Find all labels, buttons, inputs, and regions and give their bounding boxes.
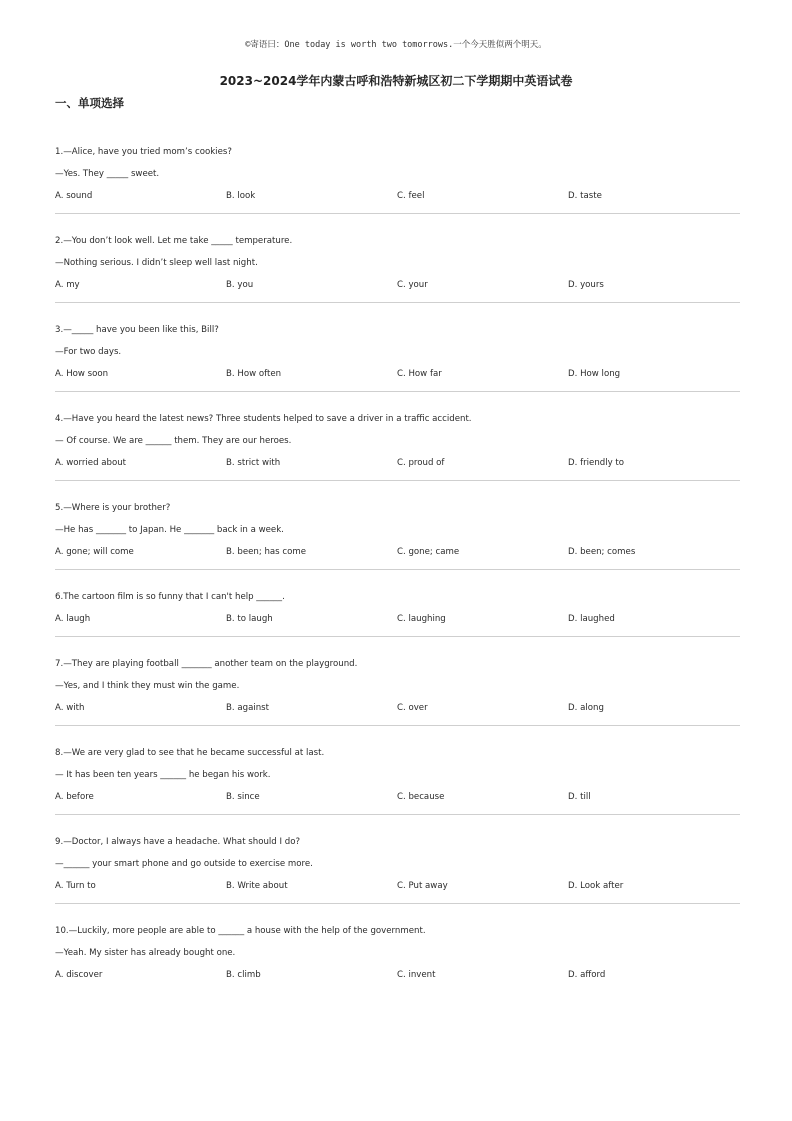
section-heading: 一、单项选择: [55, 96, 124, 110]
option-b[interactable]: B. How often: [226, 369, 282, 379]
question-5: [55, 502, 740, 570]
option-d[interactable]: D. taste: [568, 191, 602, 201]
option-row: [55, 368, 740, 381]
divider: [55, 391, 740, 392]
option-d[interactable]: D. been; comes: [568, 547, 636, 557]
question-1: [55, 146, 740, 214]
question-2: [55, 235, 740, 303]
option-row: [55, 880, 740, 893]
option-c[interactable]: C. Put away: [397, 881, 448, 891]
question-stem: 3.—_____ have you been like this, Bill?: [55, 325, 219, 335]
divider: [55, 480, 740, 481]
divider: [55, 302, 740, 303]
option-b[interactable]: B. Write about: [226, 881, 288, 891]
question-stem: 7.—They are playing football _______ another team on the playground.: [55, 659, 358, 669]
option-c[interactable]: C. over: [397, 703, 428, 713]
option-a[interactable]: A. How soon: [55, 369, 109, 379]
option-b[interactable]: B. since: [226, 792, 260, 802]
option-c[interactable]: C. your: [397, 280, 428, 290]
option-a[interactable]: A. discover: [55, 970, 103, 980]
option-a[interactable]: A. sound: [55, 191, 93, 201]
question-reply: —Yes, and I think they must win the game.: [55, 681, 240, 691]
option-c[interactable]: C. feel: [397, 191, 425, 201]
divider: [55, 213, 740, 214]
question-3: [55, 324, 740, 392]
option-a[interactable]: A. worried about: [55, 458, 127, 468]
question-8: [55, 747, 740, 815]
option-b[interactable]: B. climb: [226, 970, 261, 980]
option-d[interactable]: D. afford: [568, 970, 606, 980]
question-9: [55, 836, 740, 904]
question-6: [55, 591, 740, 637]
option-row: [55, 791, 740, 804]
option-c[interactable]: C. laughing: [397, 614, 446, 624]
option-c[interactable]: C. gone; came: [397, 547, 460, 557]
option-row: [55, 969, 740, 982]
option-b[interactable]: B. been; has come: [226, 547, 307, 557]
question-reply: —Nothing serious. I didn’t sleep well last night.: [55, 258, 258, 268]
option-a[interactable]: A. with: [55, 703, 85, 713]
option-b[interactable]: B. to laugh: [226, 614, 273, 624]
divider: [55, 725, 740, 726]
option-row: [55, 546, 740, 559]
exam-title: 2023~2024学年内蒙古呼和浩特新城区初二下学期期中英语试卷: [219, 74, 573, 88]
option-a[interactable]: A. laugh: [55, 614, 91, 624]
question-reply: —For two days.: [55, 347, 122, 357]
question-reply: — Of course. We are ______ them. They are our heroes.: [55, 436, 292, 446]
question-4: [55, 413, 740, 481]
option-row: [55, 702, 740, 715]
option-d[interactable]: D. laughed: [568, 614, 615, 624]
question-stem: 9.—Doctor, I always have a headache. What should I do?: [55, 837, 301, 847]
question-reply: —______ your smart phone and go outside to exercise more.: [55, 859, 313, 869]
question-reply: —Yes. They _____ sweet.: [55, 169, 160, 179]
option-a[interactable]: A. Turn to: [55, 881, 96, 891]
option-d[interactable]: D. along: [568, 703, 604, 713]
option-d[interactable]: D. Look after: [568, 881, 624, 891]
option-d[interactable]: D. How long: [568, 369, 621, 379]
divider: [55, 569, 740, 570]
divider: [55, 636, 740, 637]
option-a[interactable]: A. my: [55, 280, 80, 290]
option-d[interactable]: D. yours: [568, 280, 604, 290]
question-reply: —Yeah. My sister has already bought one.: [55, 948, 236, 958]
question-reply: —He has _______ to Japan. He _______ back in a week.: [55, 525, 284, 535]
option-c[interactable]: C. because: [397, 792, 445, 802]
question-reply: — It has been ten years ______ he began his work.: [55, 770, 271, 780]
question-list: [55, 146, 740, 982]
question-7: [55, 658, 740, 726]
option-c[interactable]: C. invent: [397, 970, 436, 980]
question-stem: 5.—Where is your brother?: [55, 503, 171, 513]
option-b[interactable]: B. you: [226, 280, 254, 290]
question-stem: 6.The cartoon film is so funny that I can't help ______.: [55, 592, 285, 602]
divider: [55, 814, 740, 815]
option-d[interactable]: D. friendly to: [568, 458, 625, 468]
divider: [55, 903, 740, 904]
question-stem: 2.—You don’t look well. Let me take _____ temperature.: [55, 236, 293, 246]
option-a[interactable]: A. before: [55, 792, 94, 802]
option-c[interactable]: C. How far: [397, 369, 442, 379]
option-row: [55, 457, 740, 470]
question-10: [55, 925, 740, 982]
option-a[interactable]: A. gone; will come: [55, 547, 134, 557]
option-c[interactable]: C. proud of: [397, 458, 445, 468]
question-stem: 1.—Alice, have you tried mom’s cookies?: [55, 147, 232, 157]
option-row: [55, 279, 740, 292]
question-stem: 10.—Luckily, more people are able to ______ a house with the help of the government.: [55, 926, 426, 936]
option-row: [55, 190, 740, 203]
question-stem: 4.—Have you heard the latest news? Three students helped to save a driver in a traffic accident.: [55, 414, 472, 424]
option-b[interactable]: B. strict with: [226, 458, 281, 468]
option-row: [55, 613, 740, 626]
question-stem: 8.—We are very glad to see that he became successful at last.: [55, 748, 325, 758]
motto-text: ©寄语曰：One today is worth two tomorrows.一个今天胜似两个明天。: [245, 40, 547, 50]
option-b[interactable]: B. against: [226, 703, 270, 713]
option-d[interactable]: D. till: [568, 792, 591, 802]
option-b[interactable]: B. look: [226, 191, 256, 201]
